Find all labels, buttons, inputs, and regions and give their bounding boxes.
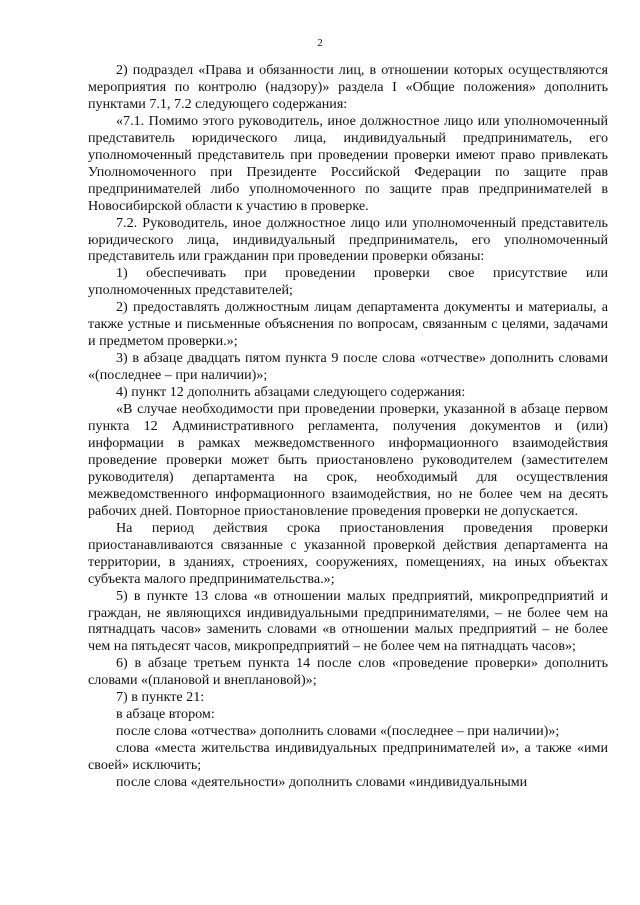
- document-body: [88, 62, 608, 791]
- paragraph: «В случае необходимости при проведении проверки, указанной в абзаце первом пункта 12 Административного регламента, получения документов и (или) информации в рамках межведомственного информационного взаимодействия проведение проверки может быть приостановлено руководителем (заместителем руководителя) департамента на срок, необходимый для осуществления межведомственного информационного взаимодействия, но не более чем на десять рабочих дней. Повторное приостановление проведения проверки не допускается.: [88, 401, 608, 519]
- paragraph: 4) пункт 12 дополнить абзацами следующего содержания:: [116, 384, 466, 401]
- paragraph: 7.2. Руководитель, иное должностное лицо или уполномоченный представитель юридического лица, индивидуальный предприниматель, его уполномоченный представитель или гражданин при проведении проверки обязаны:: [88, 214, 608, 265]
- paragraph: «7.1. Помимо этого руководитель, иное должностное лицо или уполномоченный представитель юридического лица, индивидуальный предприниматель, его уполномоченный представитель при проведении проверки имеют право привлекать Уполномоченного при Президенте Российской Федерации по защите прав предпринимателей либо уполномоченного по защите прав предпринимателей в Новосибирской области к участию в проверке.: [88, 112, 608, 214]
- paragraph: На период действия срока приостановления проведения проверки приостанавливаются связанные с указанной проверкой действия департамента на территории, в зданиях, строениях, сооружениях, помещениях, на иных объектах субъекта малого предпринимательства.»;: [88, 519, 608, 587]
- paragraph: 2) подраздел «Права и обязанности лиц, в отношении которых осуществляются мероприятия по контролю (надзору)» раздела I «Общие положения» дополнить пунктами 7.1, 7.2 следующего содержания:: [88, 62, 608, 112]
- paragraph: 6) в абзаце третьем пункта 14 после слов «проведение проверки» дополнить словами «(плановой и внеплановой)»;: [88, 655, 608, 689]
- paragraph: 5) в пункте 13 слова «в отношении малых предприятий, микропредприятий и граждан, не являющихся индивидуальными предпринимателями, – не более чем на пятнадцать часов» заменить словами «в отношении малых предприятий – не более чем на пятьдесят часов, микропредприятий – не более чем на пятнадцать часов»;: [88, 587, 608, 655]
- paragraph: слова «места жительства индивидуальных предпринимателей и», а также «ими своей» исключить;: [88, 740, 608, 774]
- paragraph: 2) предоставлять должностным лицам департамента документы и материалы, а также устные и письменные объяснения по вопросам, связанным с целями, задачами и предметом проверки.»;: [88, 299, 608, 350]
- paragraph: после слова «деятельности» дополнить словами «индивидуальными: [116, 774, 528, 791]
- paragraph: после слова «отчества» дополнить словами «(последнее – при наличии)»;: [116, 723, 560, 740]
- paragraph: 7) в пункте 21:: [116, 689, 205, 706]
- paragraph: 3) в абзаце двадцать пятом пункта 9 после слова «отчестве» дополнить словами «(последнее – при наличии)»;: [88, 350, 608, 384]
- paragraph: в абзаце втором:: [116, 706, 215, 723]
- paragraph: 1) обеспечивать при проведении проверки свое присутствие или уполномоченных представителей;: [88, 265, 608, 299]
- page-number: 2: [317, 37, 323, 49]
